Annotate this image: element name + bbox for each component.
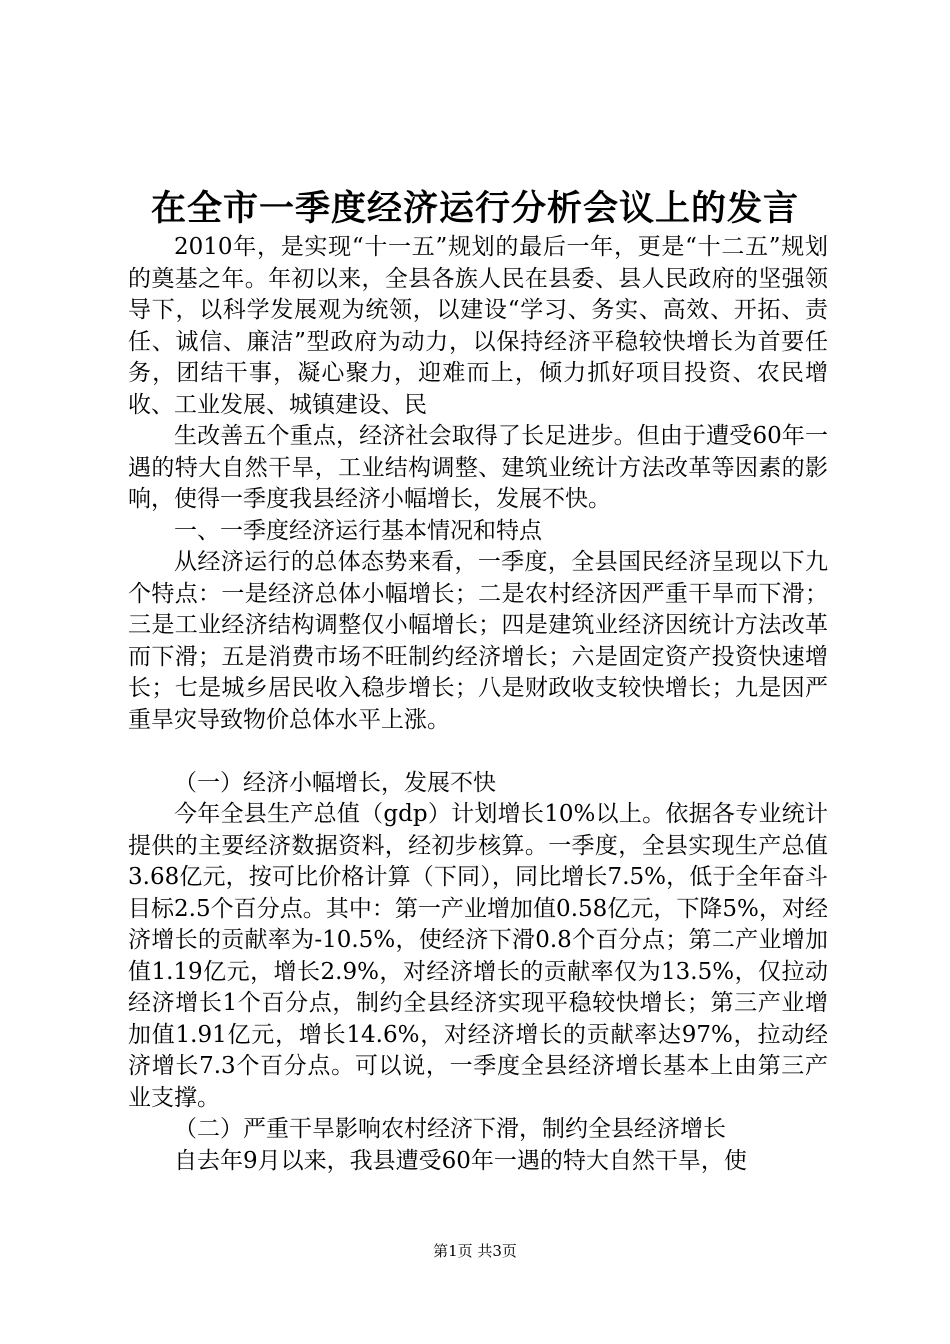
paragraph-gdp: 今年全县生产总值（gdp）计划增长10%以上。依据各专业统计提供的主要经济数据资料，经初步核算。一季度，全县实现生产总值3.68亿元，按可比价格计算（下同），同比增长7.5%，低于全年奋斗目标2.5个百分点。其中：第一产业增加值0.58亿元，下降5%，对经济增长的贡献率为-10.5%，使经济下滑0.8个百分点；第二产业增加值1.19亿元，增长2.9%，对经济增长的贡献率仅为13.5%，仅拉动经济增长1个百分点，制约全县经济实现平稳较快增长；第三产业增加值1.91亿元，增长14.6%，对经济增长的贡献率达97%，拉动经济增长7.3个百分点。可以说，一季度全县经济增长基本上由第三产业支撑。 — [128, 801, 828, 1111]
paragraph-intro: 2010年，是实现“十一五”规划的最后一年，更是“十二五”规划的奠基之年。年初以来，全县各族人民在县委、县人民政府的坚强领导下，以科学发展观为统领，以建设“学习、务实、高效、开拓、责任、诚信、廉洁”型政府为动力，以保持经济平稳较快增长为首要任务，团结干事，凝心聚力，迎难而上，倾力抓好项目投资、农民增收、工业发展、城镇建设、民 — [128, 234, 828, 418]
page-footer: 第1页 共3页 — [433, 1242, 517, 1260]
subsection-heading-1: （一）经济小幅增长，发展不快 — [174, 769, 496, 796]
paragraph-drought: 自去年9月以来，我县遭受60年一遇的特大自然干旱，使 — [174, 1147, 747, 1174]
document-body — [128, 232, 828, 1177]
section-heading-1: 一、一季度经济运行基本情况和特点 — [174, 517, 542, 544]
subsection-heading-2: （二）严重干旱影响农村经济下滑，制约全县经济增长 — [174, 1116, 726, 1142]
blank-line — [128, 736, 828, 768]
document-title: 在全市一季度经济运行分析会议上的发言 — [150, 189, 799, 229]
paragraph-intro-continued: 生改善五个重点，经济社会取得了长足进步。但由于遭受60年一遇的特大自然干旱，工业结构调整、建筑业统计方法改革等因素的影响，使得一季度我县经济小幅增长，发展不快。 — [128, 423, 828, 512]
paragraph-overview: 从经济运行的总体态势来看，一季度，全县国民经济呈现以下九个特点：一是经济总体小幅增长；二是农村经济因严重干旱而下滑；三是工业经济结构调整仅小幅增长；四是建筑业经济因统计方法改革而下滑；五是消费市场不旺制约经济增长；六是固定资产投资快速增长；七是城乡居民收入稳步增长；八是财政收支较快增长；九是因严重旱灾导致物价总体水平上涨。 — [128, 549, 828, 733]
